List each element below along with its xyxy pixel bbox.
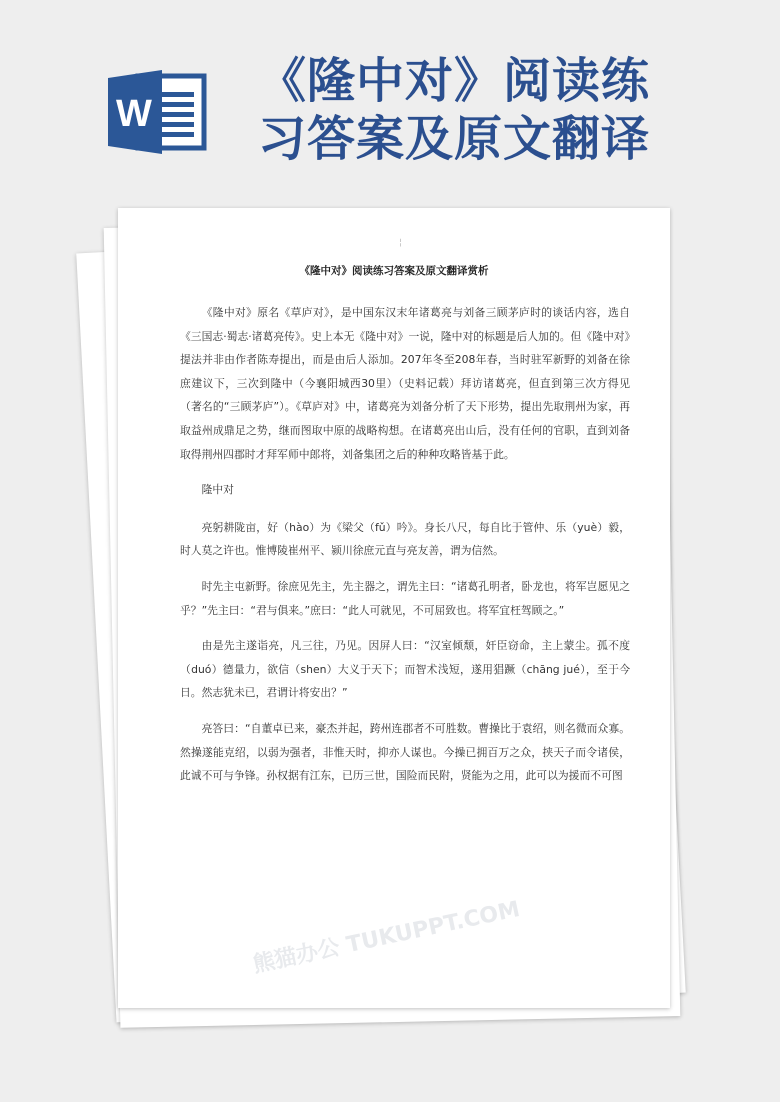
text-paragraph: 亮答曰：“自董卓已来，豪杰并起，跨州连郡者不可胜数。曹操比于袁绍，则名微而众寡。然操遂能克绍，以弱为强者，非惟天时，抑亦人谋也。今操已拥百万之众，挟天子而令诸侯，此诚不可与争锋。孙权据有江东，已历三世，国险而民附，贤能为之用，此可以为援而不可图: [180, 721, 630, 783]
text-cursor-mark: ¦: [399, 238, 403, 248]
text-paragraph: 亮躬耕陇亩，好（hào）为《梁父（fǔ）吟》。身长八尺，每自比于管仲、乐（yuè）毅，时人莫之许也。惟博陵崔州平、颍川徐庶元直与亮友善，谓为信然。: [180, 520, 630, 558]
word-logo-icon: [108, 68, 208, 156]
text-paragraph: 时先主屯新野。徐庶见先主，先主器之，谓先主曰：“诸葛孔明者，卧龙也，将军岂愿见之乎？”先主曰：“君与俱来。”庶曰：“此人可就见，不可屈致也。将军宜枉驾顾之。”: [180, 579, 630, 617]
section-heading: 隆中对: [201, 483, 234, 497]
word-logo-graphic: [108, 68, 208, 156]
banner-title-line-1: 《隆中对》阅读练: [258, 53, 651, 109]
word-logo-letter: W: [116, 93, 152, 135]
text-paragraph: 由是先主遂诣亮，凡三往，乃见。因屏人曰：“汉室倾颓，奸臣窃命，主上蒙尘。孤不度（duó）德量力，欲信（shen）大义于天下；而智术浅短，遂用猖蹶（chāng jué），至于今日。然志犹未已，君谓计将安出？”: [180, 639, 630, 700]
banner-title: [258, 52, 728, 168]
watermark: 熊猫办公 TUKUPPT.COM: [250, 896, 523, 978]
document-body: [180, 301, 630, 800]
document-title: 《隆中对》阅读练习答案及原文翻译赏析: [299, 265, 489, 277]
intro-paragraph: 《隆中对》原名《草庐对》，是中国东汉末年诸葛亮与刘备三顾茅庐时的谈话内容，选自《三国志·蜀志·诸葛亮传》。史上本无《隆中对》一说，隆中对的标题是后人加的。但《隆中对》提法并非由作者陈寿提出，而是由后人添加。207年冬至208年春，当时驻军新野的刘备在徐庶建议下，三次到隆中（今襄阳城西30里）（史料记载）拜访诸葛亮，但直到第三次方得见（著名的“三顾茅庐”）。《草庐对》中，诸葛亮为刘备分析了天下形势，提出先取荆州为家，再取益州成鼎足之势，继而图取中原的战略构想。在诸葛亮出山后，没有任何的官职，直到刘备取得荆州四郡时才拜军师中郎将，刘备集团之后的种种攻略皆基于此。: [180, 306, 630, 461]
banner-title-line-2: 习答案及原文翻译: [258, 111, 651, 167]
document-page: [118, 208, 670, 1008]
